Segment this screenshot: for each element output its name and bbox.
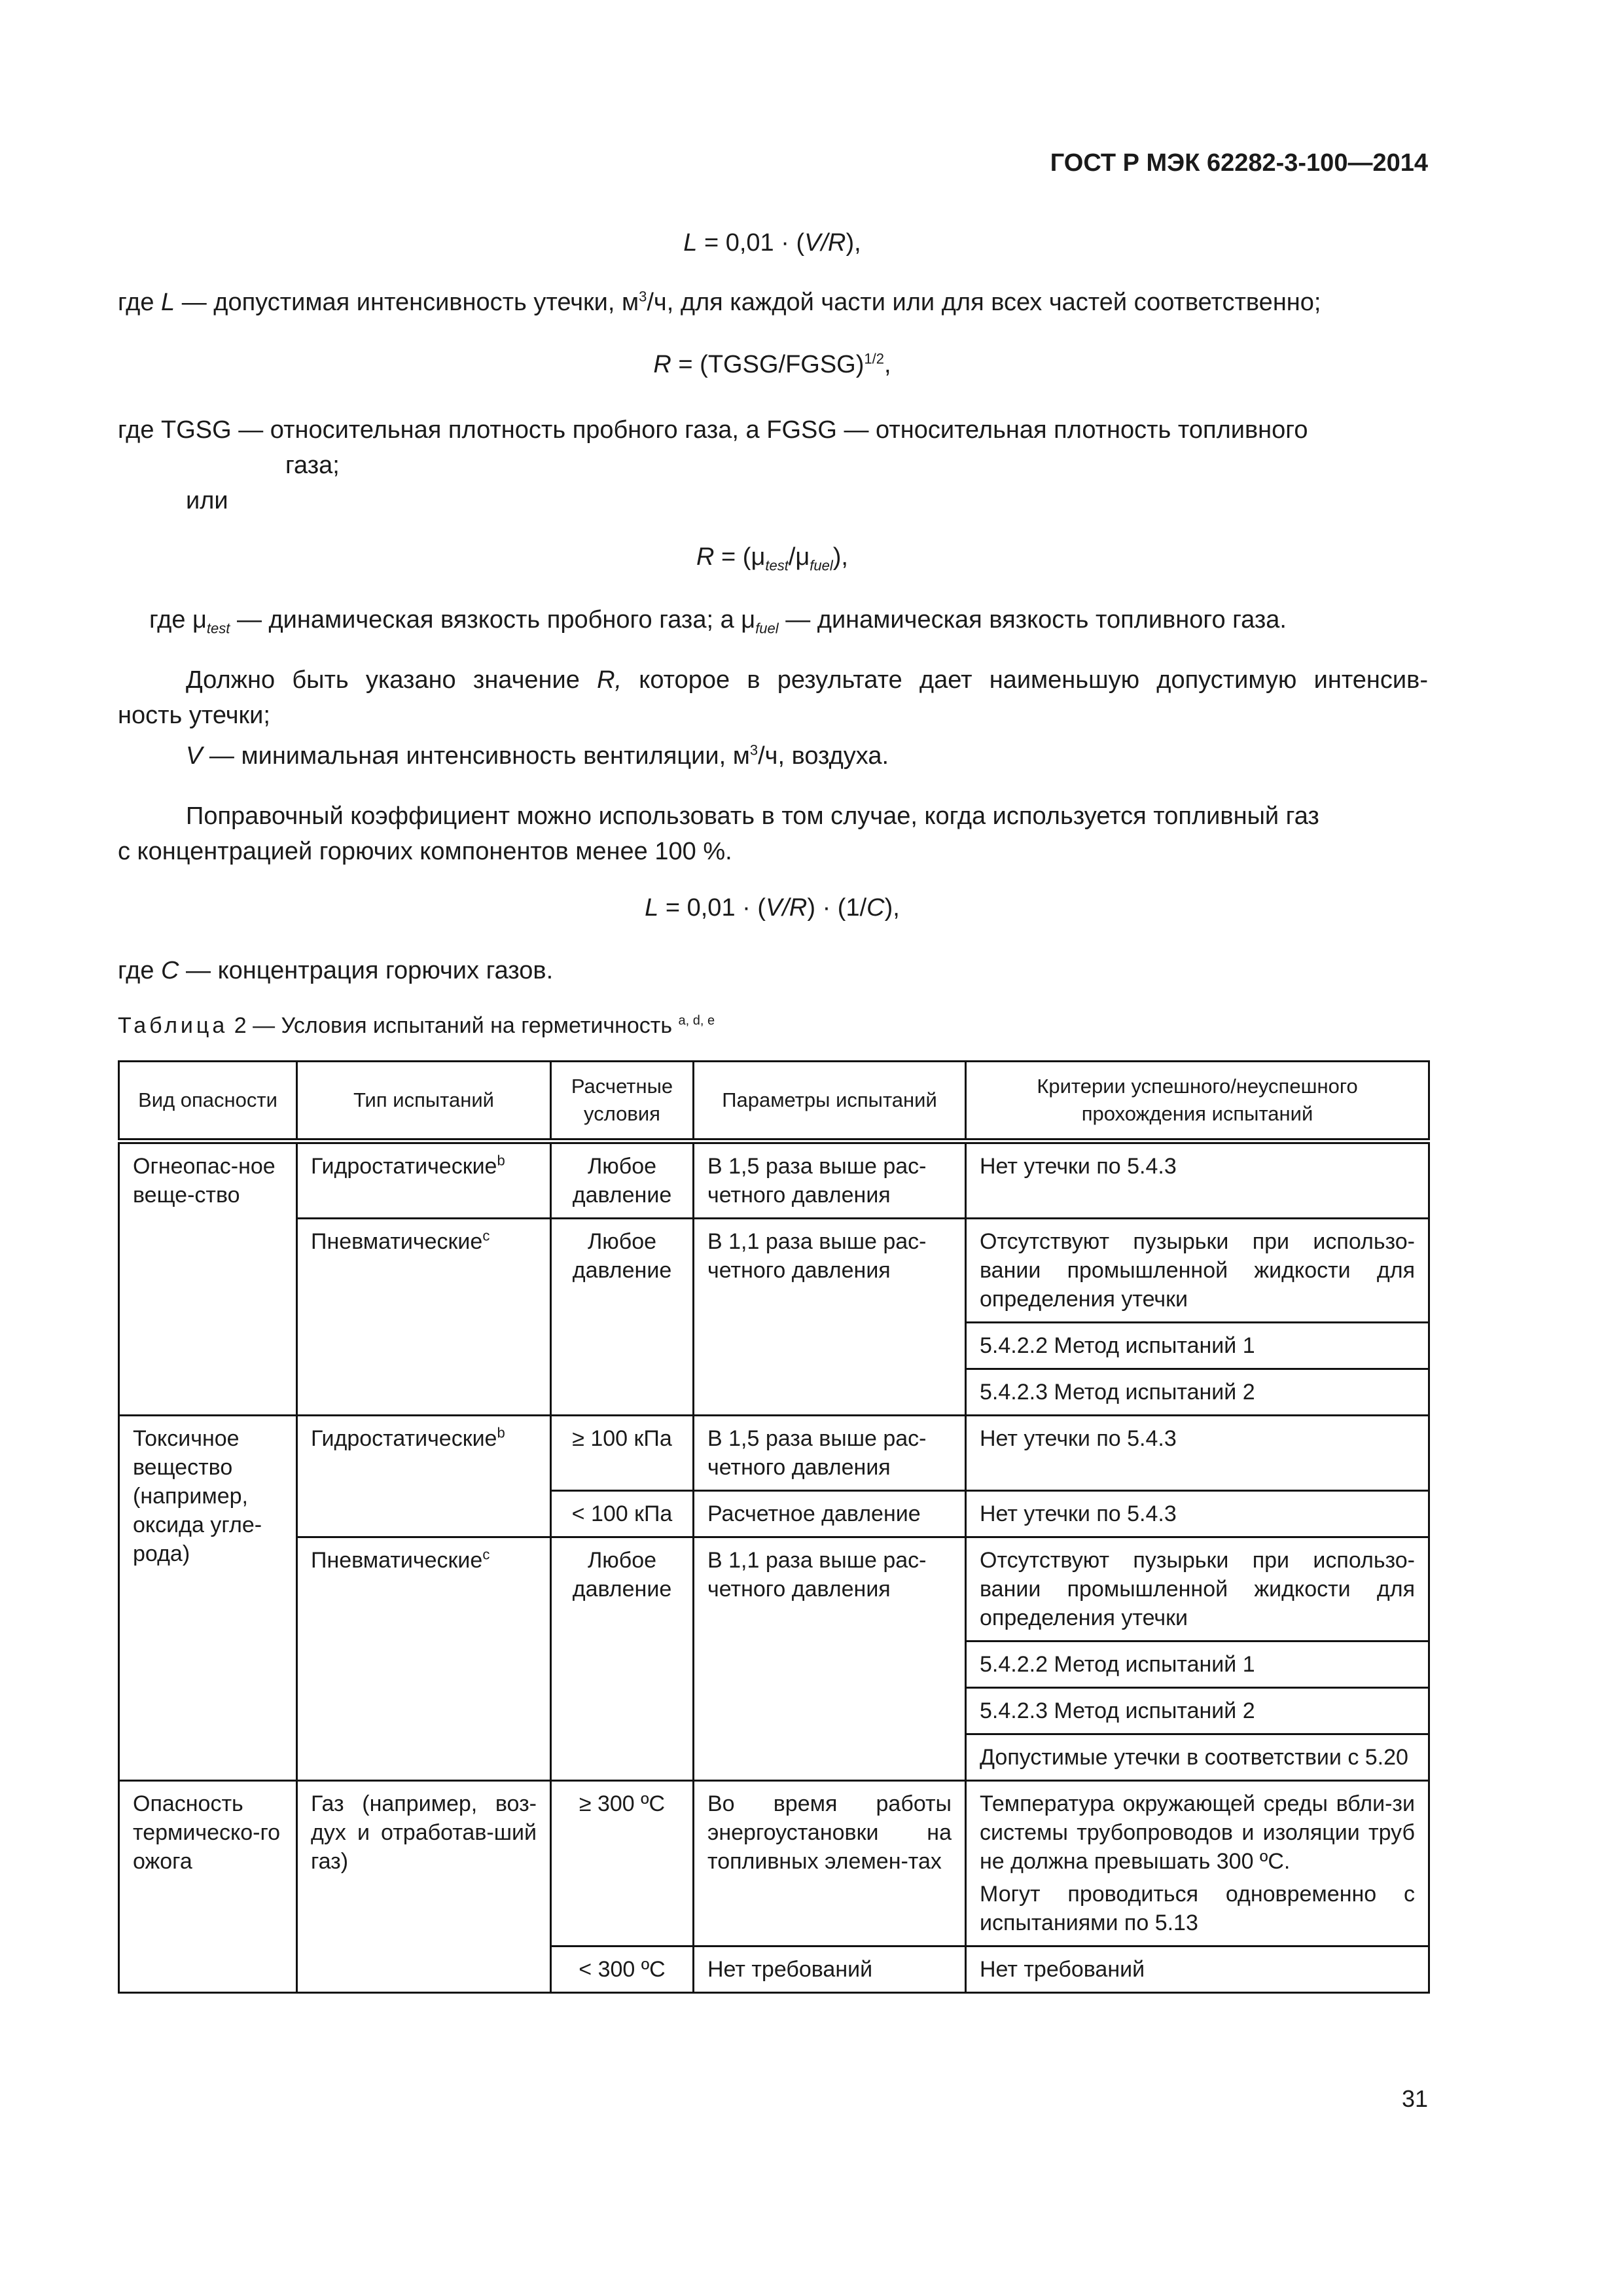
- paragraph-density-definition: где TGSG — относительная плотность пробного газа, а FGSG — относительная плотность топливного газа; или: [118, 416, 1308, 514]
- cell-test-type: Гидростатические$^b$: [297, 1141, 551, 1219]
- table-caption: Таблица 2 — Условия испытаний на герметичность $^{a, d, e}$: [118, 1013, 715, 1038]
- cell-condition: < 300 ºС: [551, 1946, 694, 1993]
- cell-condition: ≥ 100 кПа: [551, 1416, 694, 1491]
- cell-criterion: Нет утечки по 5.4.3: [966, 1141, 1429, 1219]
- header-test-type: Тип испытаний: [297, 1062, 551, 1141]
- cell-condition: ≥ 300 ºС: [551, 1781, 694, 1946]
- cell-parameter: Расчетное давление: [694, 1491, 966, 1537]
- document-header: ГОСТ Р МЭК 62282-3-100—2014: [1050, 149, 1428, 177]
- cell-hazard-flammable: Огнеопас-ное веще-ство: [119, 1141, 297, 1416]
- header-design-conditions: Расчетные условия: [551, 1062, 694, 1141]
- cell-test-type: Газ (например, воз-дух и отработав-ший газ): [297, 1781, 551, 1993]
- cell-parameter: В 1,5 раза выше рас-четного давления: [694, 1141, 966, 1219]
- leak-test-conditions-table: [118, 1060, 1430, 1994]
- page-number: 31: [1401, 2085, 1428, 2112]
- cell-criterion: Отсутствуют пузырьки при использо-вании промышленной жидкости для определения утечки: [966, 1219, 1429, 1323]
- cell-condition: Любое давление: [551, 1219, 694, 1416]
- cell-criterion: Допустимые утечки в соответствии с 5.20: [966, 1734, 1429, 1781]
- table-row: [119, 1537, 1429, 1641]
- cell-parameter: В 1,5 раза выше рас-четного давления: [694, 1416, 966, 1491]
- table-row: [119, 1219, 1429, 1323]
- cell-test-type: Гидростатические$^b$: [297, 1416, 551, 1537]
- formula-r-density: R = (TGSG/FGSG)$^{1/2}$,: [653, 350, 891, 378]
- formula-leak-rate: L = 0,01 · (V/R),: [683, 229, 861, 257]
- cell-test-type: Пневматические$^c$: [297, 1219, 551, 1416]
- cell-condition: Любое давление: [551, 1537, 694, 1781]
- formula-corrected-leak-rate: L = 0,01 · (V/R) · (1/C),: [645, 894, 900, 922]
- cell-criterion: 5.4.2.3 Метод испытаний 2: [966, 1369, 1429, 1416]
- table-row: [119, 1781, 1429, 1946]
- cell-criterion: 5.4.2.2 Метод испытаний 1: [966, 1323, 1429, 1369]
- cell-criterion: Нет утечки по 5.4.3: [966, 1491, 1429, 1537]
- cell-criterion: 5.4.2.2 Метод испытаний 1: [966, 1641, 1429, 1688]
- paragraph-v-definition: V — минимальная интенсивность вентиляции, $м^3/ч$, воздуха.: [186, 742, 889, 770]
- paragraph-correction-factor: Поправочный коэффициент можно использовать в том случае, когда используется топливный газ с концентрацией горючих компонентов менее 100 %.: [118, 802, 1319, 865]
- table-row: [119, 1141, 1429, 1219]
- formula-r-viscosity: $R = (\mu_{test}/\mu_{fuel})$,: [696, 543, 848, 574]
- table-header-row: [119, 1062, 1429, 1141]
- paragraph-l-definition: где L — допустимая интенсивность утечки, $м^3/ч$, для каждой части или для всех частей соответственно;: [118, 288, 1321, 316]
- table-row: [119, 1416, 1429, 1491]
- cell-parameter: Нет требований: [694, 1946, 966, 1993]
- paragraph-viscosity-definition: где $\mu_{test}$ — динамическая вязкость пробного газа; а $\mu_{fuel}$ — динамическая вязкость топливного газа.: [149, 606, 1287, 637]
- cell-criterion: Температура окружающей среды вбли-зи системы трубопроводов и изоляции труб не должна превышать 300 ºС. Могут проводиться одновременно с испытаниями по 5.13: [966, 1781, 1429, 1946]
- paragraph-c-definition: где C — концентрация горючих газов.: [118, 957, 554, 984]
- cell-parameter: Во время работы энергоустановки на топливных элемен-тах: [694, 1781, 966, 1946]
- cell-condition: < 100 кПа: [551, 1491, 694, 1537]
- header-pass-fail-criteria: Критерии успешного/неуспешного прохождения испытаний: [966, 1062, 1429, 1141]
- cell-hazard-toxic: Токсичное вещество (например, оксида угле-рода): [119, 1416, 297, 1781]
- cell-condition: Любое давление: [551, 1141, 694, 1219]
- header-test-parameters: Параметры испытаний: [694, 1062, 966, 1141]
- cell-parameter: В 1,1 раза выше рас-четного давления: [694, 1219, 966, 1416]
- cell-criterion: Нет требований: [966, 1946, 1429, 1993]
- cell-parameter: В 1,1 раза выше рас-четного давления: [694, 1537, 966, 1781]
- cell-criterion: 5.4.2.3 Метод испытаний 2: [966, 1688, 1429, 1734]
- paragraph-r-value: Должно быть указано значение R, которое в результате дает наименьшую допустимую интенсив- ность утечки;: [118, 666, 1428, 729]
- cell-criterion: Отсутствуют пузырьки при использо-вании промышленной жидкости для определения утечки: [966, 1537, 1429, 1641]
- cell-hazard-thermal: Опасность термическо-го ожога: [119, 1781, 297, 1993]
- cell-test-type: Пневматические$^c$: [297, 1537, 551, 1781]
- cell-criterion: Нет утечки по 5.4.3: [966, 1416, 1429, 1491]
- header-hazard-type: Вид опасности: [119, 1062, 297, 1141]
